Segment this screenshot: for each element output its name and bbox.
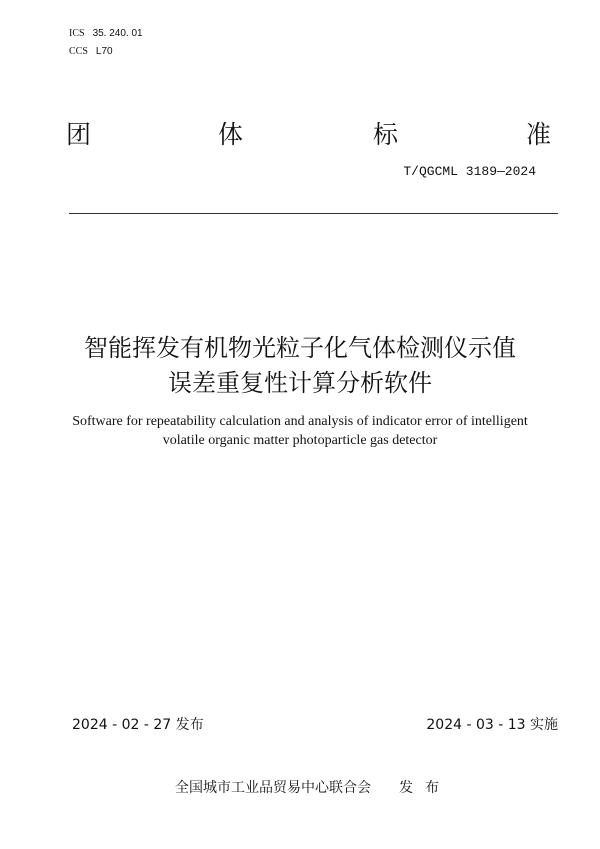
ccs-label: CCS (69, 46, 88, 57)
issue-action: 发布 (399, 780, 451, 796)
title-en-line2: volatile organic matter photoparticle gas detector (162, 433, 438, 448)
heading-char: 体 (218, 120, 244, 149)
title-en-line1: Software for repeatability calculation and analysis of indicator error of intelligent (72, 414, 528, 429)
heading-char: 团 (66, 120, 92, 149)
issuer: 全国城市工业品贸易中心联合会 (175, 780, 371, 796)
heading-char: 标 (373, 120, 399, 149)
ics-value: 35. 240. 01 (92, 28, 143, 39)
ccs-line (69, 46, 113, 57)
effective-date: 2024 - 03 - 13 实施 (426, 717, 558, 733)
ccs-value: L70 (95, 46, 113, 57)
ics-label: ICS (69, 28, 85, 39)
heading-char: 准 (526, 120, 552, 149)
publish-date: 2024 - 02 - 27 发布 (72, 717, 204, 733)
title-cn-line1: 智能挥发有机物光粒子化气体检测仪示值 (84, 334, 516, 362)
divider (69, 213, 558, 214)
ics-line (69, 28, 143, 39)
issuer-line (175, 777, 451, 797)
standard-code: T/QGCML 3189—2024 (403, 164, 536, 179)
title-cn-line2: 误差重复性计算分析软件 (168, 369, 432, 397)
